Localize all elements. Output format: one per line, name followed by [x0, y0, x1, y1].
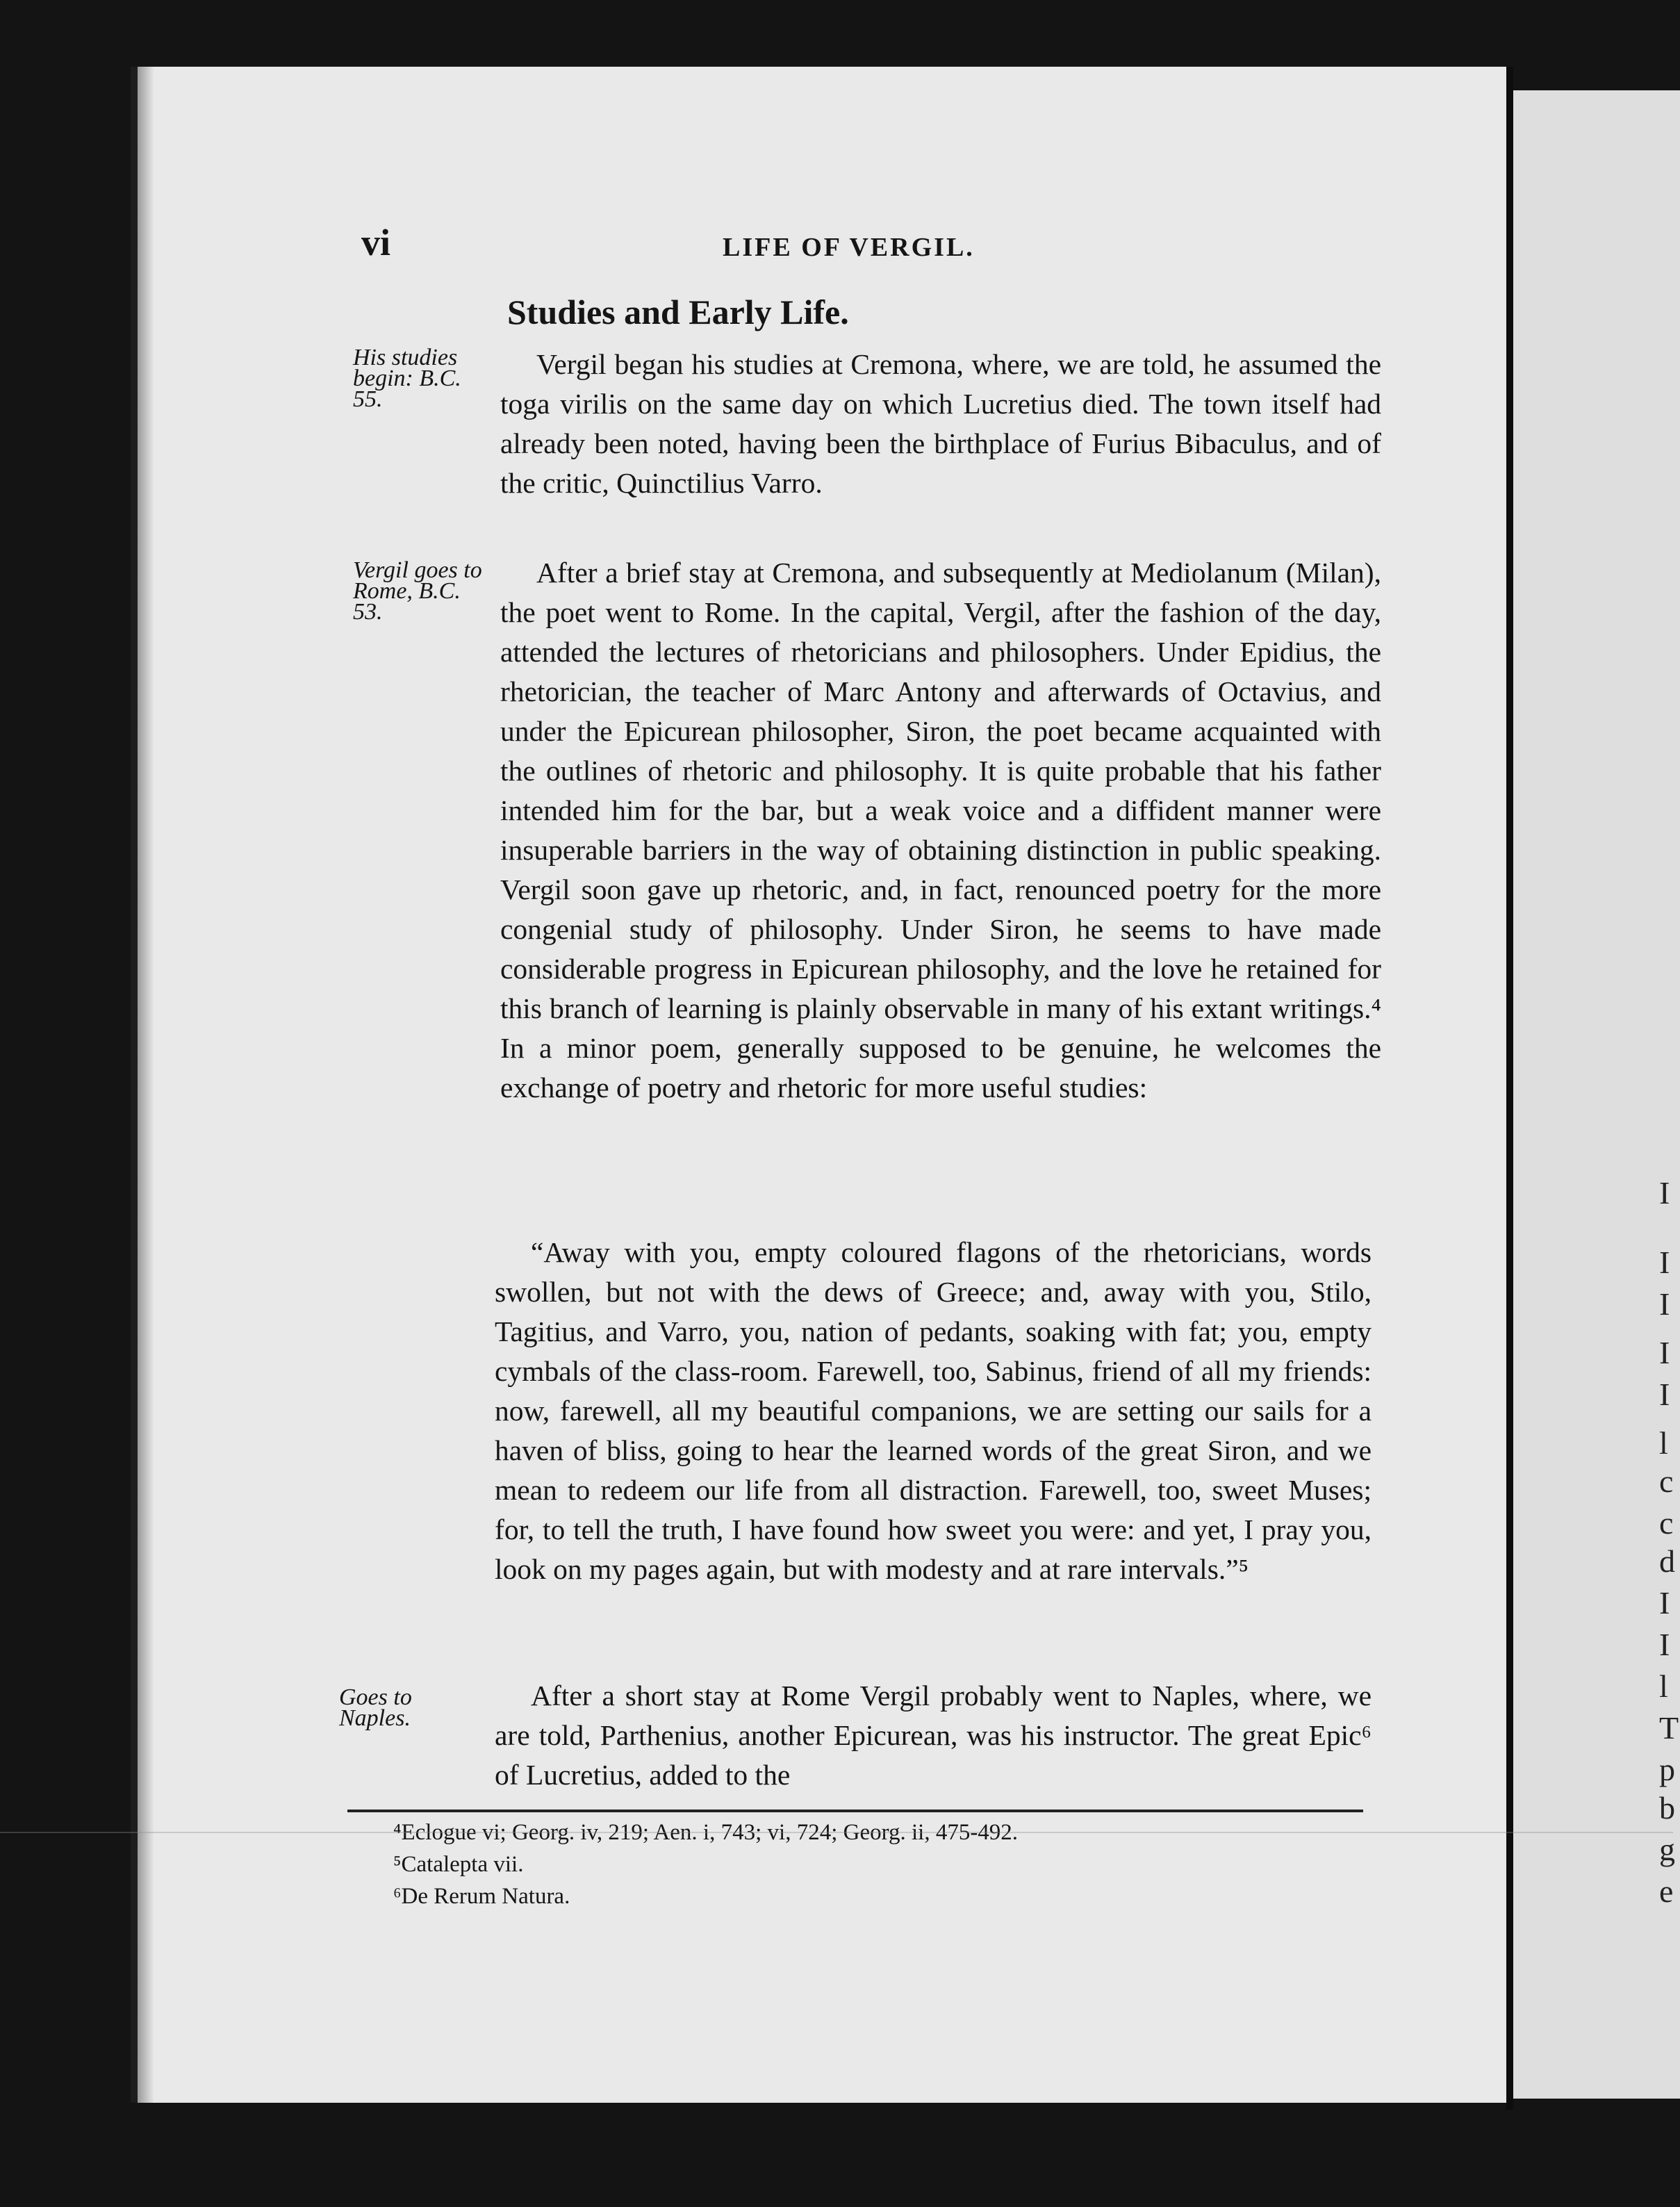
section-heading: Studies and Early Life.	[507, 293, 849, 331]
adjacent-page-fragment: c	[1659, 1505, 1674, 1541]
page-gutter	[1506, 67, 1513, 2110]
adjacent-page-fragment: I	[1659, 1175, 1670, 1211]
paragraph-text: After a brief stay at Cremona, and subsequently at Mediolanum (Milan), the poet went to Rome. In the capital, Vergil, after the fashion of the day, attended the lectures of rhetoricians and philosophers. Under Epidius, the rhetorician, the teacher of Marc Antony and afterwards of Octavius, and under the Epicurean philosopher, Siron, the poet became acquainted with the outlines of rhetoric and philosophy. It is quite probable that his father intended him for the bar, but a weak voice and a diffident manner were insuperable barriers in the way of obtaining distinction in public speaking. Vergil soon gave up rhetoric, and, in fact, renounced poetry for the more congenial study of philosophy. Under Siron, he seems to have made considerable progress in Epicurean philosophy, and the love he retained for this branch of learning is plainly observable in many of his extant writings.⁴ In a minor poem, generally supposed to be genuine, he welcomes the exchange of poetry and rhetoric for more useful studies:	[500, 557, 1381, 1104]
body-paragraph	[495, 1676, 1372, 1795]
body-paragraph	[500, 553, 1381, 1108]
adjacent-page-fragment: p	[1659, 1752, 1675, 1787]
adjacent-page-fragment: g	[1659, 1832, 1675, 1867]
adjacent-page-fragment: b	[1659, 1790, 1675, 1826]
footnotes	[393, 1816, 1018, 1912]
body-paragraph	[500, 345, 1381, 503]
footnote: ⁴Eclogue vi; Georg. iv, 219; Aen. i, 743; vi, 724; Georg. ii, 475-492.	[393, 1820, 1019, 1845]
adjacent-page-fragment: I	[1659, 1377, 1670, 1412]
adjacent-page-fragment: I	[1659, 1286, 1670, 1322]
scan-artifact-line	[0, 1832, 1673, 1833]
paragraph-text: Vergil began his studies at Cremona, where, we are told, he assumed the toga virilis on the same day on which Lucretius died. The town itself had already been noted, having been the birthplace of Furius Bibaculus, and of the critic, Quinctilius Varro.	[500, 348, 1381, 499]
adjacent-page-fragment: I	[1659, 1585, 1670, 1621]
block-quote: “Away with you, empty coloured flagons of the rhetoricians, words swollen, but not with the dews of Greece; and, away with you, Stilo, Tagitius, and Varro, you, nation of pedants, soaking with fat; you, empty cymbals of the class-room. Farewell, too, Sabinus, friend of all my friends: now, farewell, all my beautiful companions, we are setting our sails for a haven of bliss, going to hear the learned words of the great Siron, and we mean to redeem our life from all distraction. Farewell, too, sweet Muses; for, to tell the truth, I have found how sweet you were: and yet, I pray you, look on my pages again, but with modesty and at rare intervals.”⁵	[495, 1236, 1372, 1585]
adjacent-page-fragment: d	[1659, 1543, 1675, 1579]
running-title: LIFE OF VERGIL.	[723, 233, 975, 262]
paragraph-text: After a short stay at Rome Vergil probably went to Naples, where, we are told, Parthenius, another Epicurean, was his instructor. The great Epic⁶ of Lucretius, added to the	[495, 1680, 1372, 1791]
adjacent-page-fragment: e	[1659, 1873, 1674, 1909]
footnote: ⁵Catalepta vii.	[393, 1852, 524, 1877]
page-number: vi	[361, 222, 391, 263]
adjacent-page-fragment: l	[1659, 1668, 1668, 1704]
margin-note: Vergil goes to Rome, B.C. 53.	[353, 557, 482, 625]
margin-note: Goes to Naples.	[339, 1684, 412, 1731]
adjacent-page-fragment: c	[1659, 1463, 1674, 1499]
adjacent-page-fragment: I	[1659, 1245, 1670, 1280]
adjacent-page-fragment: l	[1659, 1425, 1668, 1461]
footnote-rule	[347, 1810, 1363, 1812]
adjacent-page-fragment: I	[1659, 1335, 1670, 1370]
page-binding-shadow	[138, 67, 154, 2103]
adjacent-page	[1513, 90, 1680, 2099]
adjacent-page-fragment: I	[1659, 1627, 1670, 1662]
adjacent-page-fragment: T	[1659, 1710, 1679, 1746]
margin-note: His studies begin: B.C. 55.	[353, 345, 461, 412]
footnote: ⁶De Rerum Natura.	[393, 1884, 570, 1909]
